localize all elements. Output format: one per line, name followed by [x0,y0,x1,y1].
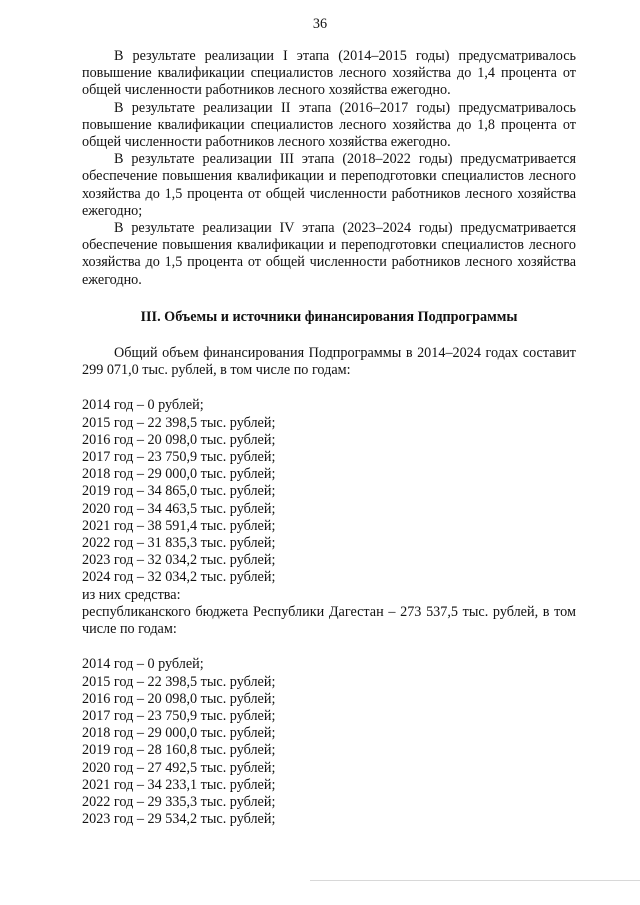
republic-year-2019: 2019 год – 28 160,8 тыс. рублей; [82,742,276,759]
total-year-2021: 2021 год – 38 591,4 тыс. рублей; [82,517,276,534]
total-year-2015: 2015 год – 22 398,5 тыс. рублей; [82,414,276,431]
republic-year-2021: 2021 год – 34 233,1 тыс. рублей; [82,776,276,793]
stage-4-paragraph: В результате реализации IV этапа (2023–2024 годы) предусматривается обеспечение повышения квалификации и переподготовки специалистов лесного хозяйства до 1,5 процента от общей численности работников лесного хозяйства ежегодно. [82,220,576,288]
republic-budget-text: республиканского бюджета Республики Дагестан – 273 537,5 тыс. рублей, в том числе по годам: [82,603,576,638]
financing-intro: Общий объем финансирования Подпрограммы в 2014–2024 годах составит 299 071,0 тыс. рублей, в том числе по годам: [82,345,576,379]
total-financing-by-year-list [82,397,576,586]
stage-1-paragraph: В результате реализации I этапа (2014–2015 годы) предусматривалось повышение квалификации специалистов лесного хозяйства до 1,4 процента от общей численности работников лесного хозяйства ежегодно. [82,48,576,99]
total-year-2022: 2022 год – 31 835,3 тыс. рублей; [82,535,276,552]
total-year-2020: 2020 год – 34 463,5 тыс. рублей; [82,500,276,517]
document-content [82,48,576,828]
republic-year-2023: 2023 год – 29 534,2 тыс. рублей; [82,811,276,828]
republic-year-2016: 2016 год – 20 098,0 тыс. рублей; [82,690,276,707]
republic-year-2020: 2020 год – 27 492,5 тыс. рублей; [82,759,276,776]
republic-budget-by-year-list [82,656,576,828]
total-year-2018: 2018 год – 29 000,0 тыс. рублей; [82,466,276,483]
republic-year-2022: 2022 год – 29 335,3 тыс. рублей; [82,793,276,810]
section-heading: III. Объемы и источники финансирования Подпрограммы [140,308,518,325]
sources-label: из них средства: [82,586,181,603]
republic-year-2017: 2017 год – 23 750,9 тыс. рублей; [82,707,276,724]
total-year-2024: 2024 год – 32 034,2 тыс. рублей; [82,569,276,586]
total-year-2019: 2019 год – 34 865,0 тыс. рублей; [82,483,276,500]
total-year-2014: 2014 год – 0 рублей; [82,397,204,414]
republic-year-2015: 2015 год – 22 398,5 тыс. рублей; [82,673,276,690]
stage-2-paragraph: В результате реализации II этапа (2016–2017 годы) предусматривалось повышение квалификации специалистов лесного хозяйства до 1,8 процента от общей численности работников лесного хозяйства ежегодно. [82,99,576,151]
total-year-2017: 2017 год – 23 750,9 тыс. рублей; [82,449,276,466]
stage-3-paragraph: В результате реализации III этапа (2018–2022 годы) предусматривается обеспечение повышения квалификации и переподготовки специалистов лесного хозяйства до 1,5 процента от общей численности работников лесного хозяйства ежегодно; [82,151,576,219]
total-year-2023: 2023 год – 32 034,2 тыс. рублей; [82,552,276,569]
scan-edge-line [310,880,640,881]
page-number: 36 [312,16,328,32]
republic-year-2014: 2014 год – 0 рублей; [82,656,204,673]
republic-year-2018: 2018 год – 29 000,0 тыс. рублей; [82,725,276,742]
total-year-2016: 2016 год – 20 098,0 тыс. рублей; [82,431,276,448]
